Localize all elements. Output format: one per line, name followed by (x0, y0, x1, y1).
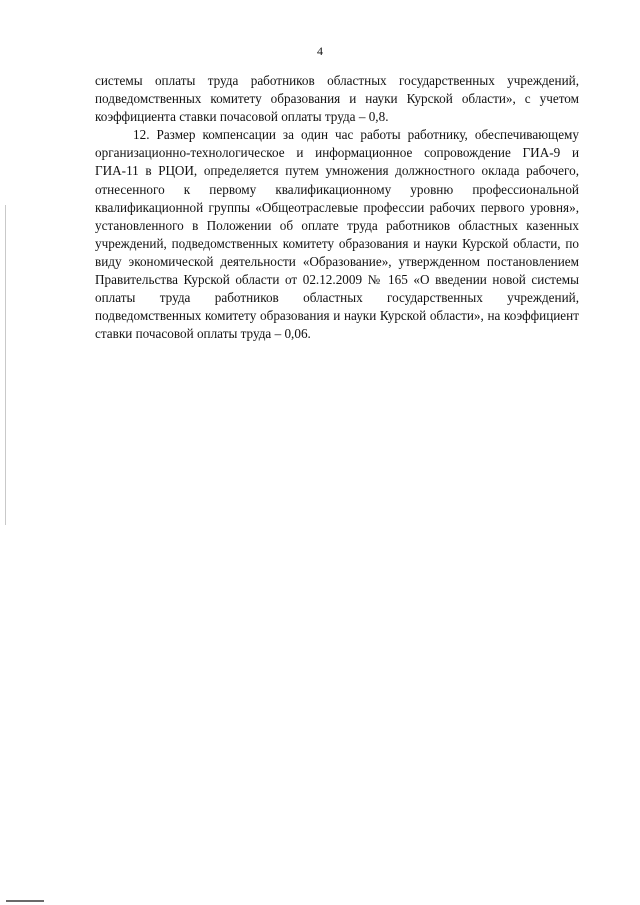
scan-margin-line (5, 205, 6, 525)
document-body (95, 72, 579, 343)
paragraph-item-12: 12. Размер компенсации за один час работы работнику, обеспечивающему организационно-технологическое и информационное сопровождение ГИА-9 и ГИА-11 в РЦОИ, определяется путем умножения должностного оклада рабочего, отнесенного к первому квалификационному уровню профессиональной квалификационной группы «Общеотраслевые профессии рабочих первого уровня», установленного в Положении об оплате труда работников областных казенных учреждений, подведомственных комитету образования и науки Курской области, по виду экономической деятельности «Образование», утвержденном постановлением Правительства Курской области от 02.12.2009 № 165 «О введении новой системы оплаты труда работников областных государственных учреждений, подведомственных комитету образования и науки Курской области», на коэффициент ставки почасовой оплаты труда – 0,06. (95, 127, 579, 342)
scan-edge-mark (6, 900, 44, 902)
page-number: 4 (317, 44, 323, 58)
paragraph-continuation: системы оплаты труда работников областных государственных учреждений, подведомственных комитету образования и науки Курской области», с учетом коэффициента ставки почасовой оплаты труда – 0,8. (95, 73, 579, 125)
